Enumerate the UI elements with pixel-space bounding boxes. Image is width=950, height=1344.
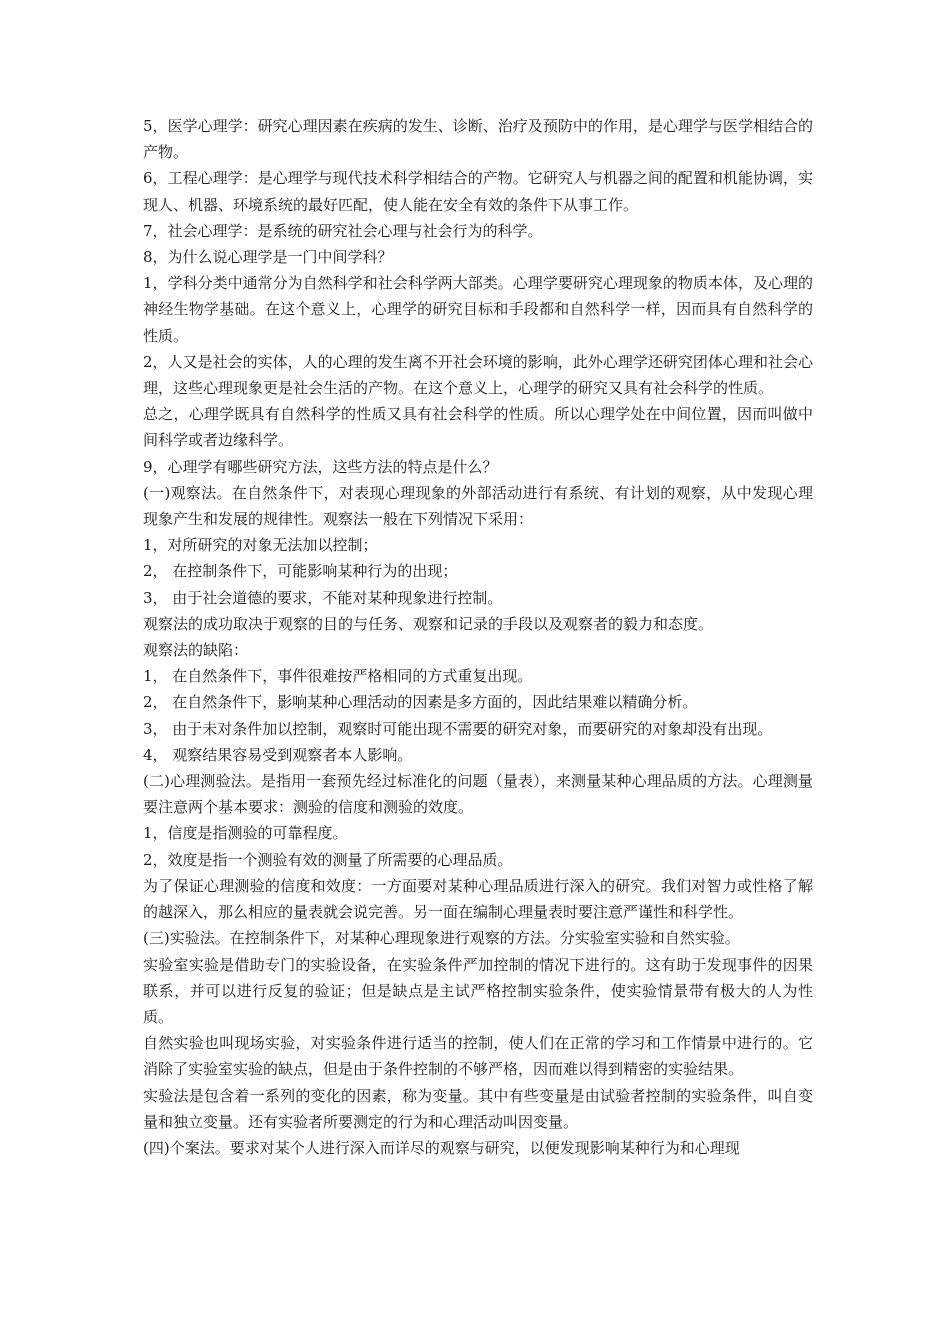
paragraph-variables: 实验法是包含着一系列的变化的因素，称为变量。其中有些变量是由试验者控制的实验条件，叫自变量和独立变量。还有实验者所要测定的行为和心理活动叫因变量。: [143, 1086, 813, 1131]
question-research-methods: 9，心理学有哪些研究方法，这些方法的特点是什么？: [143, 457, 498, 476]
paragraph-social-psychology: 7，社会心理学：是系统的研究社会心理与社会行为的科学。: [143, 221, 543, 240]
paragraph-social-science: 2，人又是社会的实体，人的心理的发生离不开社会环境的影响，此外心理学还研究团体心理和社会心理，这些心理现象更是社会生活的产物。在这个意义上，心理学的研究又具有社会科学的性质。: [143, 352, 813, 398]
list-item: 1，信度是指测验的可靠程度。: [143, 824, 348, 843]
paragraph-natural-experiment: 自然实验也叫现场实验，对实验条件进行适当的控制，使人们在正常的学习和工作情景中进行的。它消除了实验室实验的缺点，但是由于条件控制的不够严格，因而难以得到精密的实验结果。: [143, 1034, 813, 1079]
list-item: 1， 在自然条件下，事件很难按严格相同的方式重复出现。: [143, 667, 533, 686]
paragraph-reliability-validity: 为了保证心理测验的信度和效度：一方面要对某种心理品质进行深入的研究。我们对智力或性格了解的越深入，那么相应的量表就会说完善。另一面在编制心理量表时要注意严谨性和科学性。: [143, 876, 813, 922]
list-item: 4， 观察结果容易受到观察者本人影响。: [143, 745, 413, 764]
paragraph-observation-method: (一)观察法。在自然条件下，对表现心理现象的外部活动进行有系统、有计划的观察，从中发现心理现象产生和发展的规律性。观察法一般在下列情况下采用：: [143, 483, 813, 529]
paragraph-psychological-testing: (二)心理测验法。是指用一套预先经过标准化的问题（量表），来测量某种心理品质的方法。心理测量要注意两个基本要求：测验的信度和测验的效度。: [143, 772, 813, 817]
list-item: 2，效度是指一个测验有效的测量了所需要的心理品质。: [143, 850, 513, 869]
paragraph-observation-success: 观察法的成功取决于观察的目的与任务、观察和记录的手段以及观察者的毅力和态度。: [143, 614, 714, 633]
question-intermediate-discipline: 8，为什么说心理学是一门中间学科？: [143, 248, 393, 267]
list-item: 2， 在控制条件下，可能影响某种行为的出现；: [143, 562, 458, 581]
list-item: 1，对所研究的对象无法加以控制；: [143, 536, 378, 555]
paragraph-natural-science: 1，学科分类中通常分为自然科学和社会科学两大部类。心理学要研究心理现象的物质本体，及心理的神经生物学基础。在这个意义上，心理学的研究目标和手段都和自然科学一样，因而具有自然科学的性质。: [143, 274, 813, 345]
list-item: 3， 由于未对条件加以控制，观察时可能出现不需要的研究对象，而要研究的对象却没有出现。: [143, 719, 773, 738]
list-item: 3， 由于社会道德的要求，不能对某种现象进行控制。: [143, 588, 503, 607]
paragraph-medical-psychology: 5，医学心理学：研究心理因素在疾病的发生、诊断、治疗及预防中的作用，是心理学与医学相结合的产物。: [143, 117, 813, 162]
heading-observation-defects: 观察法的缺陷：: [143, 641, 249, 660]
list-item: 2， 在自然条件下，影响某种心理活动的因素是多方面的，因此结果难以精确分析。: [143, 693, 698, 712]
document-body: [143, 113, 813, 1161]
paragraph-experimental-method: (三)实验法。在控制条件下，对某种心理现象进行观察的方法。分实验室实验和自然实验。: [143, 929, 740, 948]
paragraph-laboratory-experiment: 实验室实验是借助专门的实验设备，在实验条件严加控制的情况下进行的。这有助于发现事件的因果联系，并可以进行反复的验证；但是缺点是主试严格控制实验条件，使实验情景带有极大的人为性质。: [143, 955, 813, 1026]
paragraph-case-method: (四)个案法。要求对某个人进行深入而详尽的观察与研究，以便发现影响某种行为和心理现: [143, 1138, 740, 1157]
paragraph-engineering-psychology: 6，工程心理学：是心理学与现代技术科学相结合的产物。它研究人与机器之间的配置和机能协调，实现人、机器、环境系统的最好匹配，使人能在安全有效的条件下从事工作。: [143, 169, 813, 214]
paragraph-summary: 总之，心理学既具有自然科学的性质又具有社会科学的性质。所以心理学处在中间位置，因而叫做中间科学或者边缘科学。: [143, 405, 813, 450]
